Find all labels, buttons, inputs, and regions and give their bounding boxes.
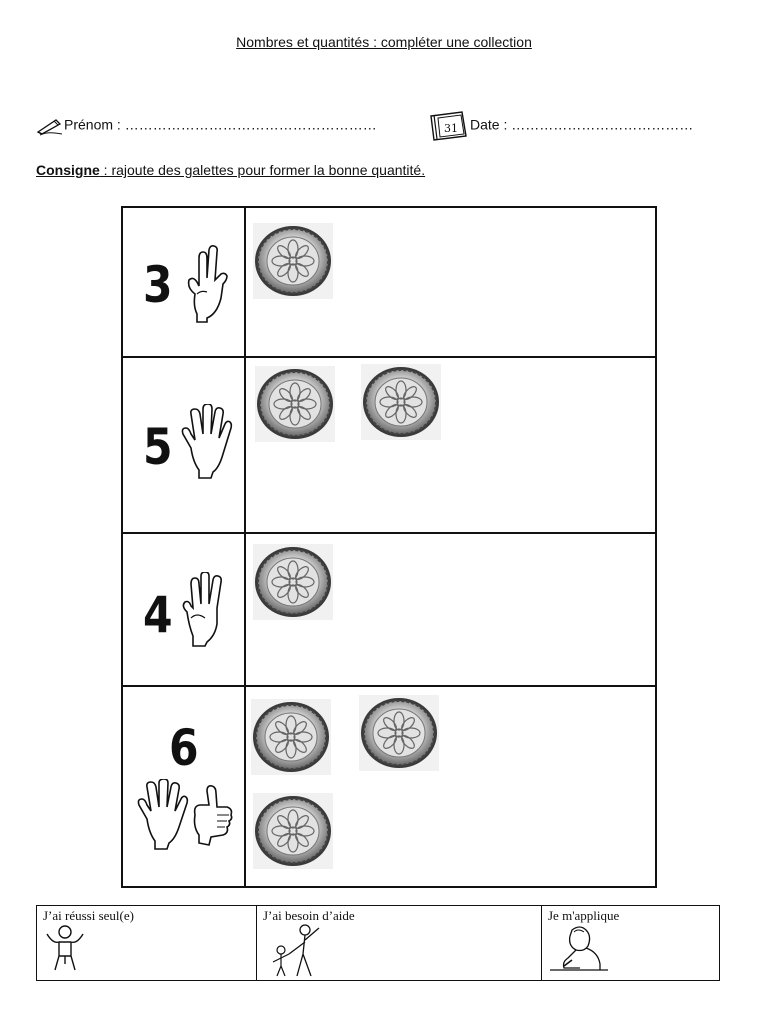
child-writing-icon [550,924,608,976]
open-hand-icon [177,404,233,480]
three-fingers-hand-icon [177,244,231,324]
evaluation-label: Je m'applique [548,908,620,923]
galette [253,793,333,869]
evaluation-cell [37,906,257,980]
exercise-row [123,534,655,687]
consigne-text: : rajoute des galettes pour former la bonne quantité. [99,162,426,178]
evaluation-cell [542,906,719,980]
exercise-row [123,687,655,886]
consigne [36,162,425,178]
evaluation-cell [257,906,542,980]
prenom-line [36,116,377,136]
galette [253,223,333,299]
child-arms-up-icon [43,924,87,972]
galette [361,364,441,440]
row-number: 5 [143,418,173,476]
row-number: 6 [169,719,199,777]
number-cell [123,208,246,356]
date-line [428,110,693,142]
row-number: 4 [143,586,173,644]
exercise-table [121,206,657,888]
prenom-label: Prénom : ……………………………………………… [64,116,377,133]
number-cell [123,687,246,886]
calendar-number: 31 [444,122,458,135]
pencil-icon [36,116,64,136]
number-cell [123,534,246,685]
four-fingers-hand-icon [177,572,227,648]
evaluation-table [36,905,720,981]
galette [359,695,439,771]
consigne-label: Consigne [36,162,100,178]
evaluation-label: J’ai besoin d’aide [263,908,355,923]
evaluation-label: J’ai réussi seul(e) [43,908,134,923]
calendar-icon [428,110,470,142]
exercise-row [123,358,655,534]
galette [251,699,331,775]
adult-helping-child-icon [269,924,325,978]
hand-and-thumb-icon [137,779,237,851]
page-title: Nombres et quantités : compléter une collection [236,34,532,50]
number-cell [123,358,246,532]
exercise-row [123,208,655,358]
galette [255,366,335,442]
galette [253,544,333,620]
row-number: 3 [143,256,173,314]
date-label: Date : ………………………………… [470,116,694,133]
